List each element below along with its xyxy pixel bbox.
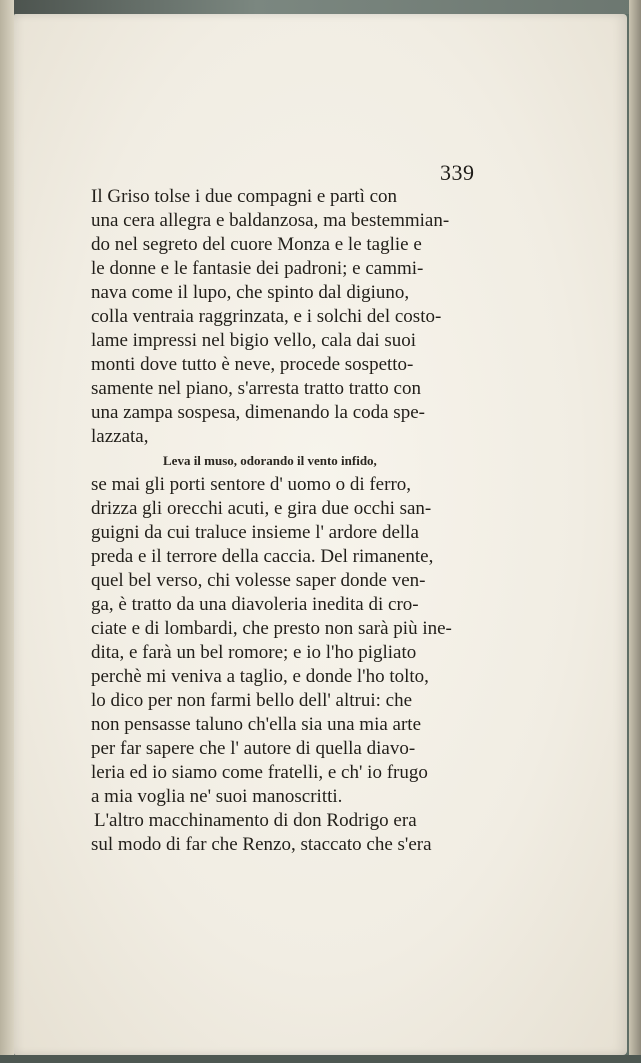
page-edge-left bbox=[0, 0, 14, 1063]
text-line: perchè mi veniva a taglio, e donde l'ho tolto, bbox=[91, 666, 429, 687]
text-line: una zampa sospesa, dimenando la coda spe- bbox=[91, 402, 425, 423]
text-line: guigni da cui traluce insieme l' ardore della bbox=[91, 522, 419, 543]
text-line: do nel segreto del cuore Monza e le taglie e bbox=[91, 234, 422, 255]
text-line: monti dove tutto è neve, procede sospetto- bbox=[91, 354, 414, 375]
text-line: colla ventraia raggrinzata, e i solchi del costo- bbox=[91, 306, 442, 327]
text-line: preda e il terrore della caccia. Del rimanente, bbox=[91, 546, 434, 567]
text-line: leria ed io siamo come fratelli, e ch' io frugo bbox=[91, 762, 428, 783]
page-edge-right bbox=[629, 0, 641, 1063]
text-line: per far sapere che l' autore di quella diavo- bbox=[91, 738, 416, 759]
page-number: 339 bbox=[440, 160, 475, 185]
book-page bbox=[14, 14, 627, 1055]
text-line: quel bel verso, chi volesse saper donde ven- bbox=[91, 570, 426, 591]
text-line: a mia voglia ne' suoi manoscritti. bbox=[91, 786, 343, 807]
text-line: ciate e di lombardi, che presto non sarà più ine- bbox=[91, 618, 452, 639]
text-line: dita, e farà un bel romore; e io l'ho pigliato bbox=[91, 642, 417, 663]
text-line: non pensasse taluno ch'ella sia una mia arte bbox=[91, 714, 422, 735]
text-line: nava come il lupo, che spinto dal digiuno, bbox=[91, 282, 410, 303]
text-line: drizza gli orecchi acuti, e gira due occhi san- bbox=[91, 498, 432, 519]
text-line: samente nel piano, s'arresta tratto tratto con bbox=[91, 378, 421, 399]
text-line: le donne e le fantasie dei padroni; e cammi- bbox=[91, 258, 424, 279]
text-line: lo dico per non farmi bello dell' altrui: che bbox=[91, 690, 413, 711]
text-line: lazzata, bbox=[91, 426, 149, 447]
scan-background-bottom bbox=[0, 1055, 641, 1063]
text-line: una cera allegra e baldanzosa, ma bestemmian- bbox=[91, 210, 450, 231]
text-line: ga, è tratto da una diavoleria inedita di cro- bbox=[91, 594, 419, 615]
text-line: sul modo di far che Renzo, staccato che s'era bbox=[91, 834, 432, 855]
text-line: lame impressi nel bigio vello, cala dai suoi bbox=[91, 330, 417, 351]
verse-quote: Leva il muso, odorando il vento infido, bbox=[163, 453, 377, 468]
text-line: Il Griso tolse i due compagni e partì con bbox=[91, 186, 398, 207]
text-line: se mai gli porti sentore d' uomo o di ferro, bbox=[91, 474, 412, 495]
scan-background-top bbox=[0, 0, 641, 14]
paragraph-start-line: L'altro macchinamento di don Rodrigo era bbox=[94, 810, 417, 831]
